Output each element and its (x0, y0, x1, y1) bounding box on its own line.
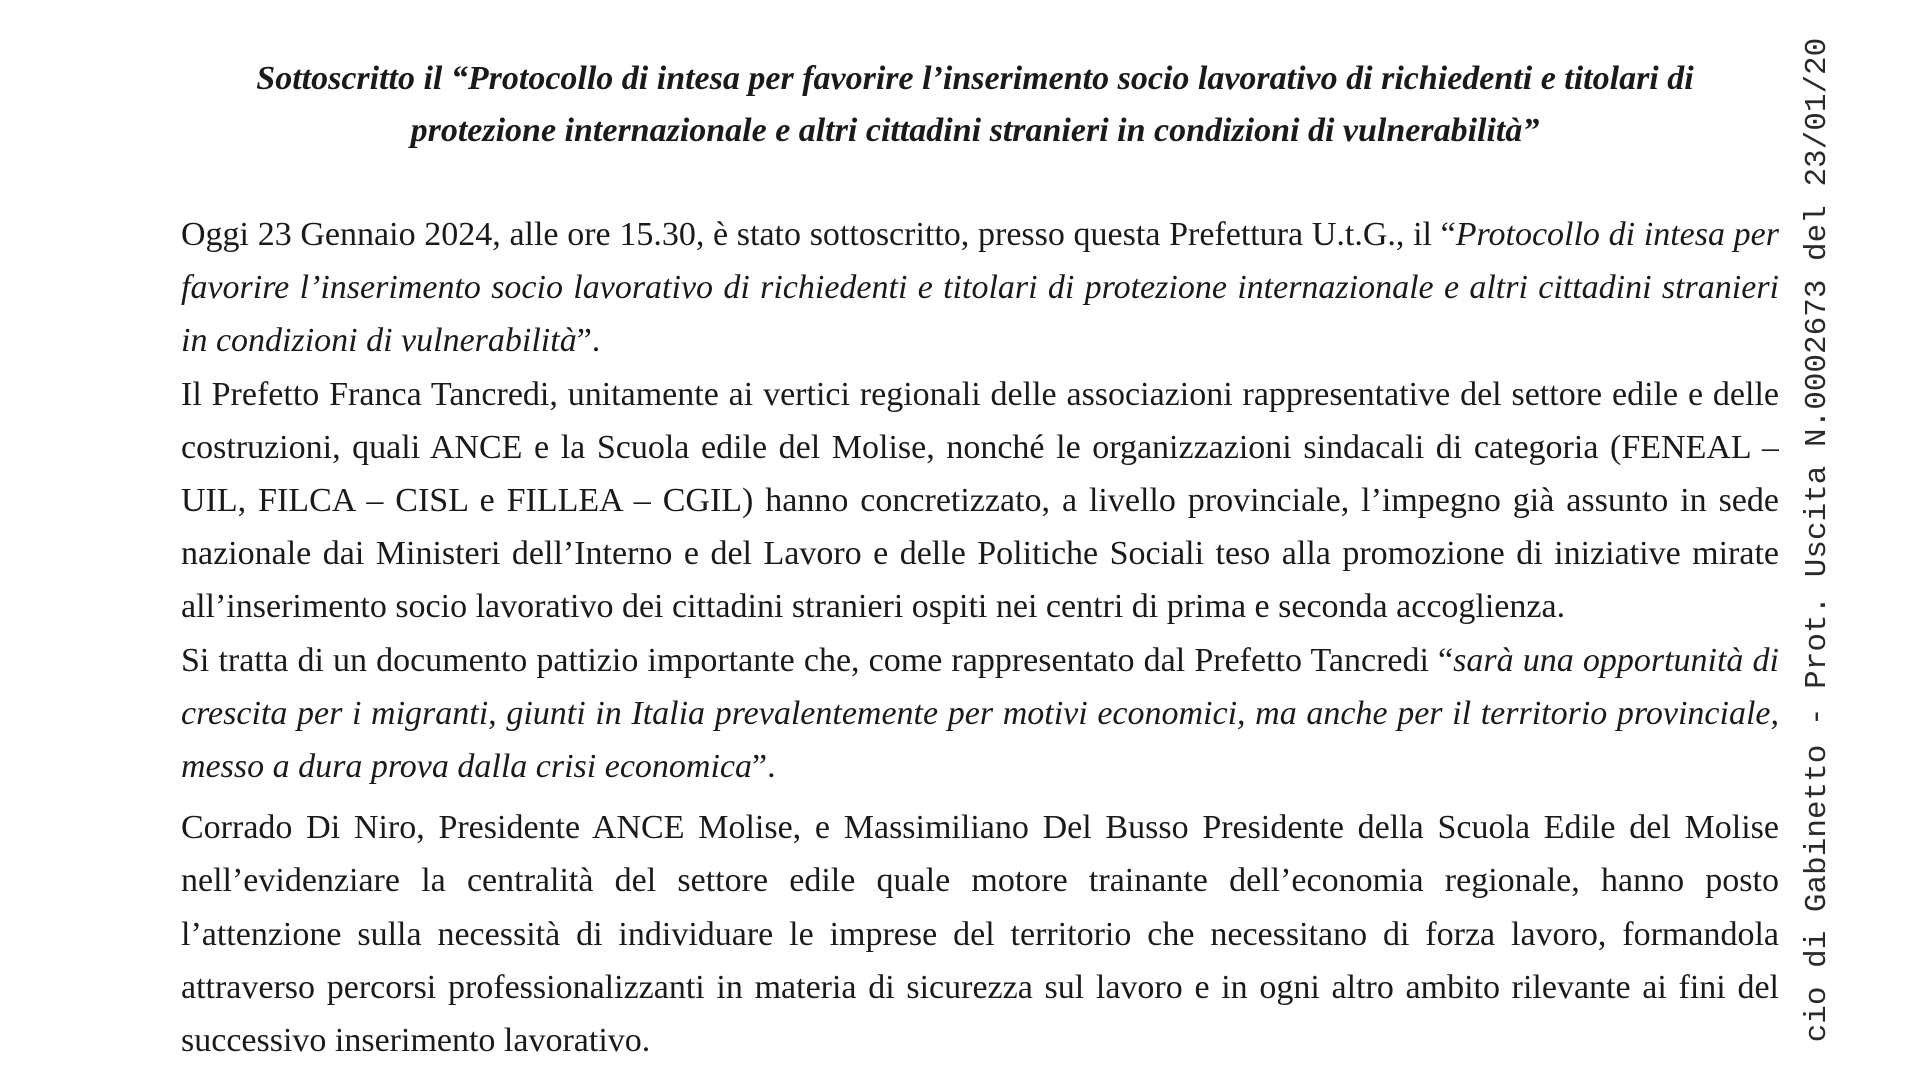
paragraph-1-end: ”. (576, 322, 601, 360)
protocol-stamp: cio di Gabinetto - Prot. Uscita N.0002673 del 23/01/20 (1800, 37, 1835, 1043)
paragraph-4: Corrado Di Niro, Presidente ANCE Molise, e Massimiliano Del Busso Presidente della Scuola Edile del Molise nell’evidenziare la centralità del settore edile quale motore trainante dell’economia regionale, hanno posto l’attenzione sulla necessità di individuare le imprese del territorio che necessitano di forza lavoro, formandola attraverso percorsi professionalizzanti in materia di sicurezza sul lavoro e in ogni altro ambito rilevante ai fini del successivo inserimento lavorativo. (181, 809, 1779, 1060)
paragraph-1 (181, 208, 1779, 368)
paragraph-3-end: ”. (752, 748, 776, 786)
protocol-name: Protocollo di intesa per favorire l’inserimento socio lavorativo di richiedenti e titolari di protezione internazionale e altri cittadini stranieri in condizioni di vulnerabilità (181, 216, 1779, 360)
paragraph-1-text: Oggi 23 Gennaio 2024, alle ore 15.30, è stato sottoscritto, presso questa Prefettura U.t.G., il “ (181, 216, 1456, 253)
paragraph-3 (181, 634, 1779, 794)
prefect-quote: sarà una opportunità di crescita per i migranti, giunti in Italia prevalentemente per motivi economici, ma anche per il territorio provinciale, messo a dura prova dalla crisi economica (181, 641, 1779, 786)
document-title: Sottoscritto il “Protocollo di intesa per favorire l’inserimento socio lavorativo di richiedenti e titolari di protezione internazionale e altri cittadini stranieri in condizioni di vulnerabilità” (256, 60, 1694, 149)
paragraph-2: Il Prefetto Franca Tancredi, unitamente ai vertici regionali delle associazioni rappresentative del settore edile e delle costruzioni, quali ANCE e la Scuola edile del Molise, nonché le organizzazioni sindacali di categoria (FENEAL – UIL, FILCA – CISL e FILLEA – CGIL) hanno concretizzato, a livello provinciale, l’impegno già assunto in sede nazionale dai Ministeri dell’Interno e del Lavoro e delle Politiche Sociali teso alla promozione di iniziative mirate all’inserimento socio lavorativo dei cittadini stranieri ospiti nei centri di prima e seconda accoglienza. (181, 375, 1779, 626)
paragraph-3-text: Si tratta di un documento pattizio importante che, come rappresentato dal Prefetto Tancredi “ (181, 641, 1454, 679)
document-body (181, 208, 1779, 1080)
